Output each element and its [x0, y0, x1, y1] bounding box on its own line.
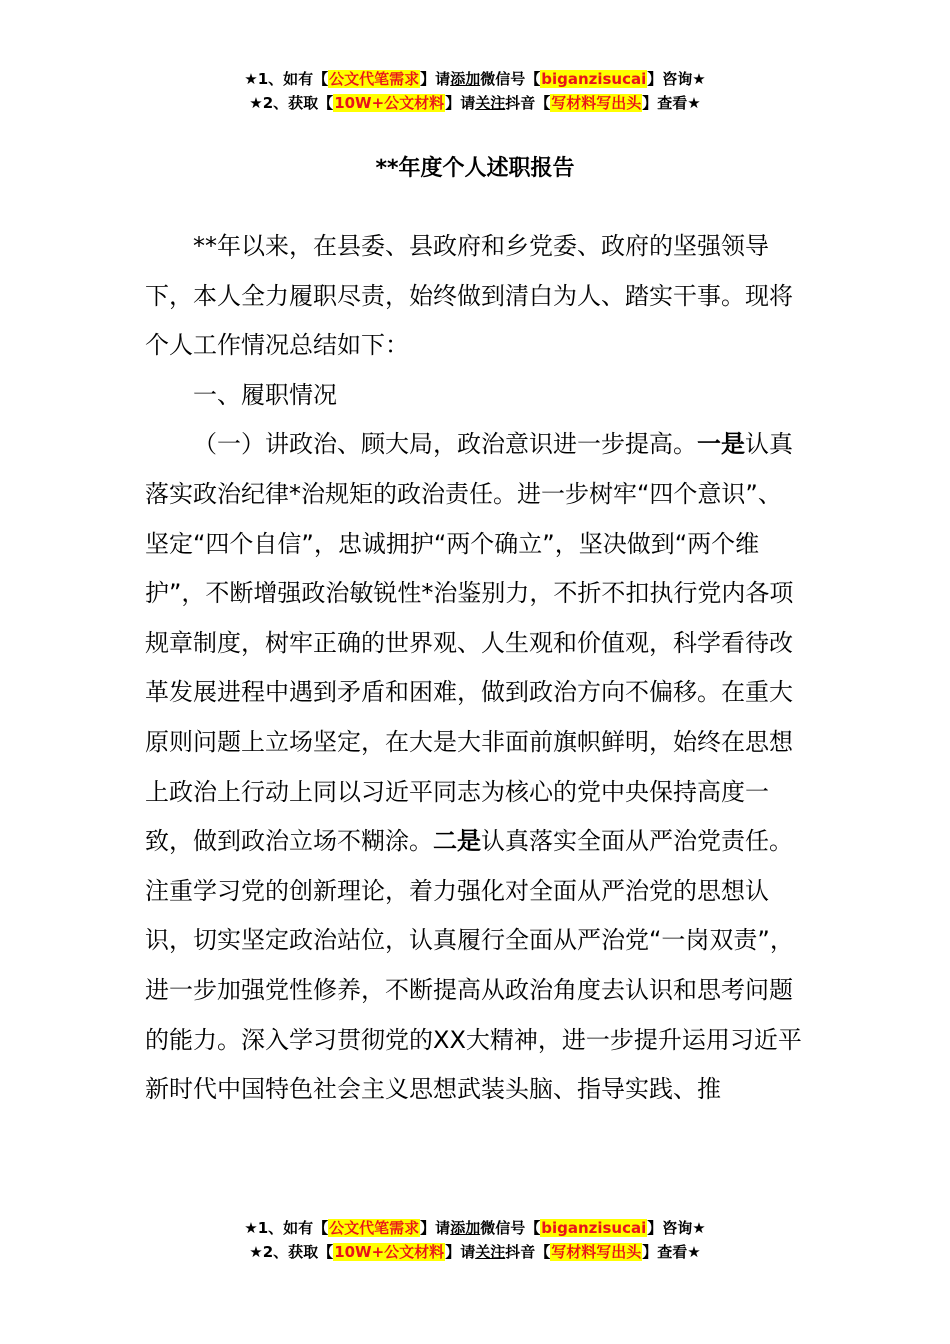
banner-line-1: ★1、如有【公文代笔需求】请添加微信号【biganzisucai】咨询★ [244, 70, 706, 88]
banner-line-2: ★2、获取【10W+公文材料】请关注抖音【写材料写出头】查看★ [249, 94, 701, 112]
document-title: **年度个人述职报告 [375, 156, 575, 181]
point-marker-1: 一是 [697, 430, 745, 459]
point-marker-2: 二是 [433, 827, 481, 856]
highlight-wechat-id: biganzisucai [541, 70, 647, 88]
section-heading: 一、履职情况 [193, 380, 337, 409]
point-text-1: 认真落实政治纪律*治规矩的政治责任。进一步树牢“四个意识”、坚定“四个自信”，忠诚拥护“两个确立”，坚决做到“两个维护”，不断增强政治敏锐性*治鉴别力，不折不扣执行党内各项规章制度，树牢正确的世界观、人生观和价值观，科学看待改革发展进程中遇到矛盾和困难，做到政治方向不偏移。在重大原则问题上立场坚定，在大是大非面前旗帜鲜明，始终在思想上政治上行动上同以习近平同志为核心的党中央保持高度一致，做到政治立场不糊涂。 [145, 430, 794, 856]
highlight-service: 公文代笔需求 [329, 70, 420, 88]
banner-line-1: ★1、如有【公文代笔需求】请添加微信号【biganzisucai】咨询★ [244, 1219, 706, 1237]
intro-paragraph: **年以来，在县委、县政府和乡党委、政府的坚强领导下，本人全力履职尽责，始终做到清白为人、踏实干事。现将个人工作情况总结如下： [145, 232, 793, 360]
point-text-2: 认真落实全面从严治党责任。注重学习党的创新理论，着力强化对全面从严治党的思想认识，切实坚定政治站位，认真履行全面从严治党“一岗双责”，进一步加强党性修养，不断提高从政治角度去认识和思考问题的能力。深入学习贯彻党的XX大精神，进一步提升运用习近平新时代中国特色社会主义思想武装头脑、指导实践、推 [145, 827, 802, 1104]
highlight-service: 公文代笔需求 [329, 1219, 420, 1237]
highlight-douyin-id: 写材料写出头 [551, 94, 642, 112]
highlight-materials: 10W+公文材料 [334, 1243, 445, 1261]
highlight-douyin-id: 写材料写出头 [551, 1243, 642, 1261]
header-banner [0, 67, 950, 115]
subsection-lead: （一）讲政治、顾大局，政治意识进一步提高。 [193, 430, 697, 459]
highlight-materials: 10W+公文材料 [334, 94, 445, 112]
footer-banner [0, 1216, 950, 1264]
document-body [145, 222, 805, 1115]
banner-line-2: ★2、获取【10W+公文材料】请关注抖音【写材料写出头】查看★ [249, 1243, 701, 1261]
highlight-wechat-id: biganzisucai [541, 1219, 647, 1237]
section-paragraph [145, 420, 805, 1114]
